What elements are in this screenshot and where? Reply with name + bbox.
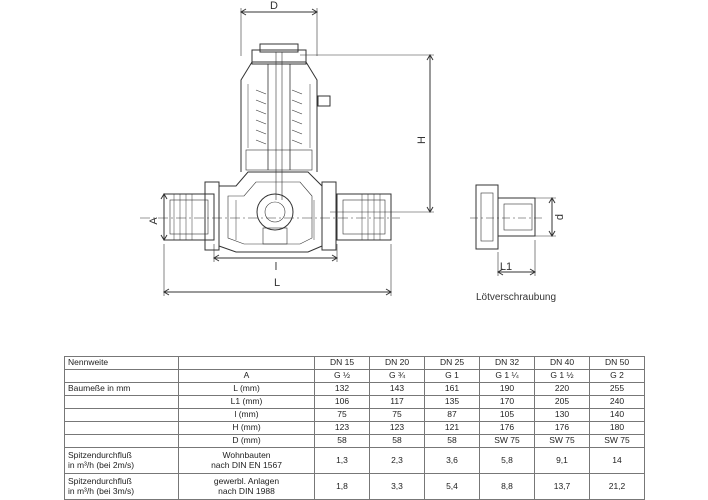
table-cell: 255 [590,383,645,396]
table-cell: 9,1 [535,448,590,474]
param-label: A [179,370,315,383]
table-cell: 130 [535,409,590,422]
header-size: DN 50 [590,357,645,370]
table-cell: 14 [590,448,645,474]
table-cell: 161 [425,383,480,396]
valve-body [219,172,322,252]
flow-note: Wohnbauten nach DIN EN 1567 [179,448,315,474]
table-cell: 105 [480,409,535,422]
header-size: DN 15 [315,357,370,370]
label-L1: L1 [499,261,513,273]
table-row [65,422,645,435]
table-cell: SW 75 [590,435,645,448]
table-row [65,383,645,396]
table-cell: 170 [480,396,535,409]
spring-coils [256,90,302,144]
table-cell: 13,7 [535,474,590,500]
table-cell: 140 [590,409,645,422]
table-cell: 75 [370,409,425,422]
table-cell: 5,8 [480,448,535,474]
table-cell: G ¾ [370,370,425,383]
side-plug [318,96,330,106]
left-pipe-connector [164,194,214,240]
table-cell: 58 [425,435,480,448]
table-cell: 87 [425,409,480,422]
header-label: Nennweite [65,357,179,370]
right-union-nut [322,182,336,250]
flow-row [65,448,645,474]
label-L: L [273,277,281,289]
label-d: d [554,213,566,221]
table-cell: 123 [315,422,370,435]
table-cell: 205 [535,396,590,409]
header-size: DN 20 [370,357,425,370]
table-cell: SW 75 [480,435,535,448]
table-row [65,396,645,409]
solder-fitting-drawing [470,185,556,276]
table-cell: 176 [480,422,535,435]
table-cell: 58 [370,435,425,448]
table-cell: 117 [370,396,425,409]
table-cell: 2,3 [370,448,425,474]
label-D: D [270,0,278,12]
table-cell: G ½ [315,370,370,383]
table-cell: 21,2 [590,474,645,500]
param-label: l (mm) [179,409,315,422]
table-row [65,370,645,383]
flow-note: gewerbl. Anlagen nach DIN 1988 [179,474,315,500]
table-cell: G 1 [425,370,480,383]
table-cell: 58 [315,435,370,448]
table-cell: 1,3 [315,448,370,474]
table-cell: 180 [590,422,645,435]
table-cell: 123 [370,422,425,435]
table-cell: 5,4 [425,474,480,500]
flow-label: Spitzendurchfluß in m³/h (bei 2m/s) [65,448,179,474]
spring-bonnet [241,44,317,200]
table-cell: 176 [535,422,590,435]
header-size: DN 32 [480,357,535,370]
label-l: l [274,261,278,273]
solder-fitting-caption: Lötverschraubung [476,292,557,303]
table-cell: G 2 [590,370,645,383]
flow-label: Spitzendurchfluß in m³/h (bei 3m/s) [65,474,179,500]
table-cell: 75 [315,409,370,422]
table-row [65,409,645,422]
param-label: L1 (mm) [179,396,315,409]
table-cell: 240 [590,396,645,409]
table-cell: 8,8 [480,474,535,500]
label-A: A [148,217,160,225]
table-header-row [65,357,645,370]
table-cell: SW 75 [535,435,590,448]
header-size: DN 25 [425,357,480,370]
param-label: H (mm) [179,422,315,435]
label-H: H [416,136,428,144]
param-label: D (mm) [179,435,315,448]
dimensions-table [64,356,645,500]
table-cell: 121 [425,422,480,435]
header-size: DN 40 [535,357,590,370]
table-cell: 3,3 [370,474,425,500]
group-label: Baumeße in mm [65,383,179,396]
param-label: L (mm) [179,383,315,396]
table-cell: 135 [425,396,480,409]
table-cell: G 1 ¼ [480,370,535,383]
table-cell: G 1 ½ [535,370,590,383]
table-cell: 1,8 [315,474,370,500]
table-cell: 190 [480,383,535,396]
table-cell: 3,6 [425,448,480,474]
table-cell: 220 [535,383,590,396]
table-cell: 143 [370,383,425,396]
table-cell: 132 [315,383,370,396]
right-pipe-connector [337,194,391,240]
table-cell: 106 [315,396,370,409]
table-row [65,435,645,448]
flow-row [65,474,645,500]
